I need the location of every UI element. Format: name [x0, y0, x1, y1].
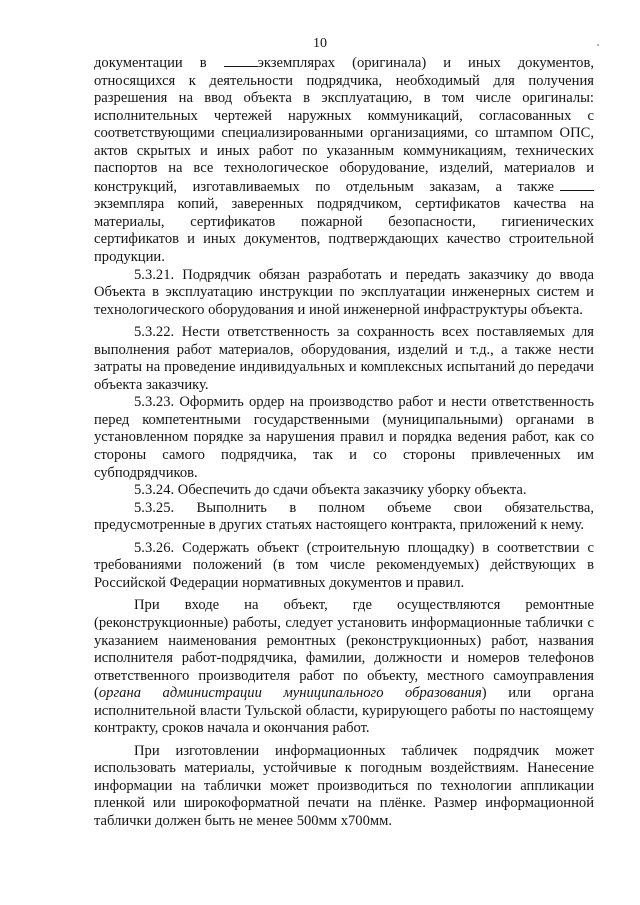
italic-authority-name: органа администрации муниципального образования: [98, 685, 482, 702]
paragraph-info-signs: [94, 597, 594, 737]
paragraph-text: ) или органа исполнительной власти Тульской области, курирующего работы по настоящему контракту, сроков начала и окончания работ.: [94, 685, 595, 737]
blank-field-copies-count-2: [560, 178, 594, 191]
blank-field-copies-count: [224, 54, 258, 67]
clause-5-3-22: 5.3.22. Нести ответственность за сохранность всех поставляемых для выполнения работ материалов, оборудования, изделий и т.д., а также нести затраты на проведение индивидуальных и комплексных испытаний до передачи объекта заказчику.: [94, 324, 594, 393]
clause-5-3-24: 5.3.24. Обеспечить до сдачи объекта заказчику уборку объекта.: [134, 482, 527, 499]
paragraph-text: документации в: [94, 55, 224, 71]
paragraph-text: экземпляра копий, заверенных подрядчиком, сертификатов качества на материалы, сертификатов пожарной безопасности, гигиенических сертификатов и иных документов, подтверждающих качество строительной продукции.: [94, 196, 594, 266]
clause-5-3-23: 5.3.23. Оформить ордер на производство работ и нести ответственность перед компетентными государственными (муниципальными) органами в установленном порядке за нарушения правил и порядка ведения работ, как со стороны самого подрядчика, так и со стороны привлеченных им субподрядчиков.: [94, 394, 594, 481]
paragraph-documentation-list: [94, 54, 594, 267]
clause-5-3-26: 5.3.26. Содержать объект (строительную площадку) в соответствии с требованиями положений (в том числе рекомендуемых) действующих в Российской Федерации нормативных документов и правил.: [94, 539, 594, 591]
document-body: [94, 54, 594, 831]
clause-5-3-25: 5.3.25. Выполнить в полном объеме свои обязательства, предусмотренные в других статьях настоящего контракта, приложений к нему.: [94, 499, 594, 534]
clause-5-3-21: 5.3.21. Подрядчик обязан разработать и передать заказчику до ввода Объекта в эксплуатацию инструкции по эксплуатации инженерных систем и технологического оборудования и иной инженерной инфраструктуры объекта.: [94, 266, 594, 318]
paragraph-text: При входе на объект, где осуществляются ремонтные (реконструкционные) работы, следует установить информационные таблички с указанием наименования ремонтных (реконструкционных) работ, названия исполнителя работ-подрядчика, фамилии, должности и номеров телефонов ответственного производителя работ по объекту, местного самоуправления (: [94, 597, 594, 702]
paragraph-text: экземплярах (оригинала) и иных документов, относящихся к деятельности подрядчика, необходимый для получения разрешения на ввод объекта в эксплуатацию, в том числе оригиналы: исполнительных чертежей наружных коммуникаций, согласованных с соответствующими специализированными организациями, со штампом ОПС, актов скрытых и иных работ по указанным коммуникациям, технических паспортов на все технологическое оборудование, изделий, материалов и конструкций, изготавливаемых по отдельным заказам, а также: [94, 55, 594, 195]
paragraph-sign-materials: При изготовлении информационных табличек подрядчик может использовать материалы, устойчивые к погодным воздействиям. Нанесение информации на таблички может производиться по технологии аппликации пленкой или широкоформатной печати на плёнке. Размер информационной таблички должен быть не менее 500мм х700мм.: [94, 742, 594, 829]
scan-speck: [597, 44, 599, 46]
page-number: 10: [313, 36, 327, 51]
